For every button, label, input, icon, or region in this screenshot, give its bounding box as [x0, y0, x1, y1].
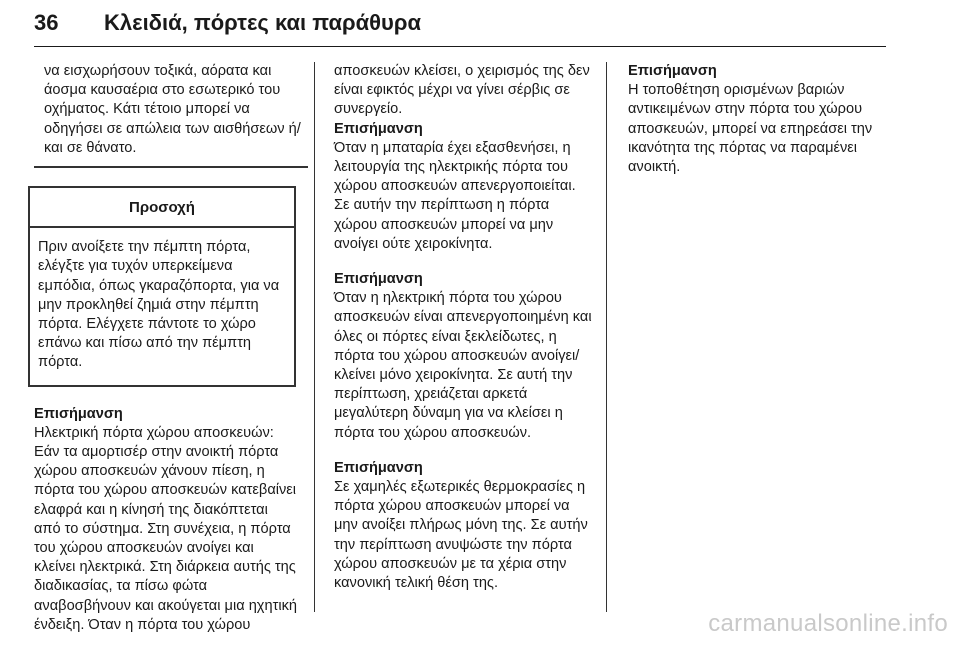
note-text: Όταν η ηλεκτρική πόρτα του χώρου αποσκευών είναι απενεργοποιημένη και όλες οι πόρτες είναι ξεκλείδωτες, η πόρτα του χώρου αποσκευών ανοίγει/κλείνει μόνο χειροκίνητα. Σε αυτή την περίπτωση, χρειάζεται αρκετά μεγαλύτερη δύναμη για να κλείσει η πόρτα του χώρου αποσκευών. — [334, 290, 592, 441]
note-title: Επισήμανση — [628, 63, 717, 79]
note-block — [628, 62, 888, 177]
caution-title: Προσοχή — [30, 188, 294, 228]
watermark: carmanualsonline.info — [708, 610, 948, 637]
note-title: Επισήμανση — [334, 271, 423, 288]
column-1 — [34, 62, 301, 651]
note-block — [34, 405, 298, 635]
note-block — [334, 120, 592, 254]
column-divider-1 — [314, 62, 315, 612]
note-block — [334, 270, 592, 443]
note-block — [334, 459, 592, 593]
note-text: Σε χαμηλές εξωτερικές θερμοκρασίες η πόρτα χώρου αποσκευών μπορεί να μην ανοίξει πλήρως μόνη της. Σε αυτήν την περίπτωση ανυψώστε την πόρτα χώρου αποσκευών με τα χέρια στην κανονική τελική θέση της. — [334, 479, 588, 592]
note-text: Η τοποθέτηση ορισμένων βαριών αντικειμένων στην πόρτα του χώρου αποσκευών, μπορεί να επηρεάσει την ικανότητα της πόρτας να παραμένει ανοικτή. — [628, 82, 873, 176]
note-text: Ηλεκτρική πόρτα χώρου αποσκευών: Εάν τα αμορτισέρ στην ανοικτή πόρτα χώρου αποσκευών χάνουν πίεση, η πόρτα του χώρου αποσκευών κατεβαίνει ελαφρά και η κίνησή της διακόπτεται από το σύστημα. Στη συνέχεια, η πόρτα του χώρου αποσκευών ανοίγει και κλείνει ηλεκτρικά. Στη διάρκεια αυτής της διαδικασίας, τα πίσω φώτα αναβοσβήνουν και ακούγεται μια ηχητική ένδειξη. Όταν η πόρτα του χώρου — [34, 424, 298, 633]
header-rule — [34, 46, 886, 47]
note-title: Επισήμανση — [34, 405, 123, 422]
caution-text: Πριν ανοίξετε την πέμπτη πόρτα, ελέγξτε για τυχόν υπερκείμενα εμπόδια, όπως γκαραζόπορτα, για να μην προκληθεί ζημιά στην πέμπτη πόρτα. Ελέγχετε πάντοτε το χώρο επάνω και πίσω από την πέμπτη πόρτα. — [38, 239, 280, 371]
page-header — [34, 2, 886, 48]
page-number: 36 — [34, 10, 59, 35]
caution-box — [28, 186, 296, 387]
page-title: Κλειδιά, πόρτες και παράθυρα — [104, 10, 421, 35]
note-text: Όταν η μπαταρία έχει εξασθενήσει, η λειτουργία της ηλεκτρικής πόρτα του χώρου αποσκευών απενεργοποιείται. Σε αυτήν την περίπτωση η πόρτα χώρου αποσκευών μπορεί να μην ανοίγει ούτε χειροκίνητα. — [334, 139, 576, 252]
column-2 — [334, 62, 592, 609]
column-divider-2 — [606, 62, 607, 612]
column-3 — [628, 62, 888, 193]
note-title: Επισήμανση — [334, 120, 423, 137]
continuation-text: αποσκευών κλείσει, ο χειρισμός της δεν είναι εφικτός μέχρι να γίνει σέρβις σε συνεργείο. — [334, 63, 590, 118]
note-title: Επισήμανση — [334, 459, 423, 476]
warning-continued-text: να εισχωρήσουν τοξικά, αόρατα και άοσμα καυσαέρια στο εσωτερικό του οχήματος. Κάτι τέτοιο μπορεί να οδηγήσει σε απώλεια των αισθήσεων ή/και σε θάνατο. — [34, 62, 308, 168]
